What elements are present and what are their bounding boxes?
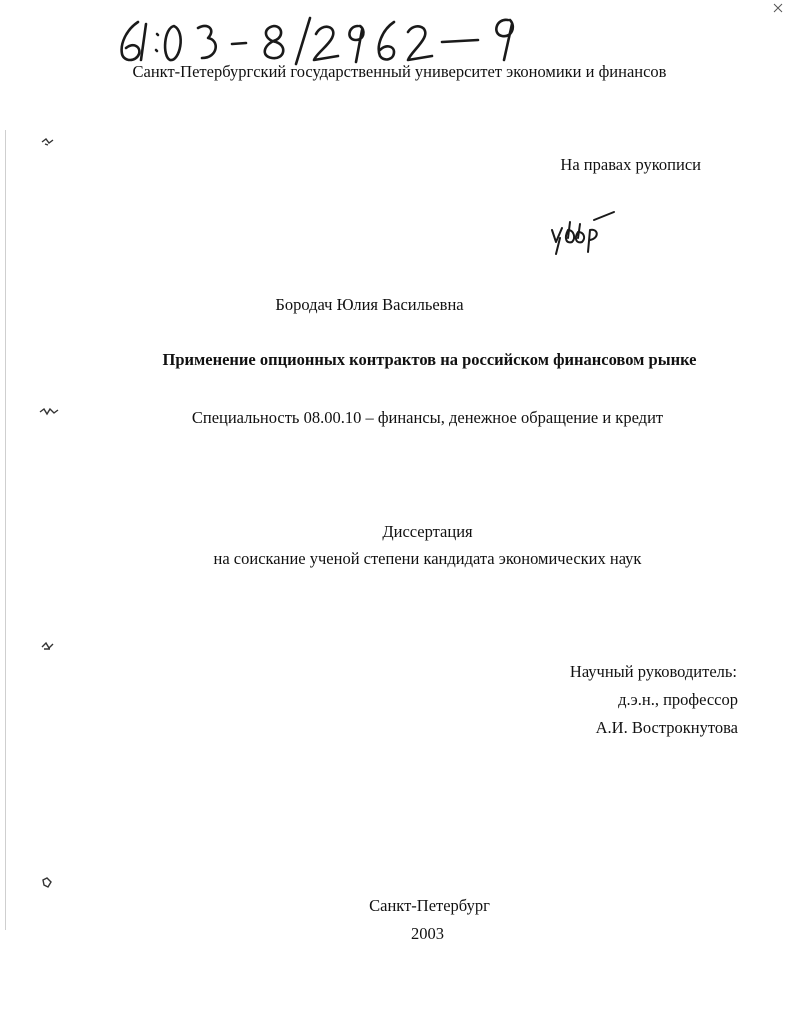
scan-edge-line (5, 130, 6, 930)
hole-punch-mark (40, 640, 56, 652)
dissertation-title: Применение опционных контрактов на российском финансовом рынке (162, 350, 697, 369)
specialty-line: Специальность 08.00.10 – финансы, денежное обращение и кредит (191, 408, 664, 427)
supervisor-label: Научный руководитель: (569, 662, 737, 681)
city: Санкт-Петербург (369, 896, 490, 915)
supervisor-degree: д.э.н., профессор (618, 690, 738, 709)
corner-mark (772, 2, 784, 14)
supervisor-name: А.И. Вострокнутова (595, 718, 738, 737)
hole-punch-mark (40, 136, 56, 148)
hole-punch-mark (40, 876, 56, 890)
year: 2003 (411, 924, 444, 943)
university-name: Санкт-Петербургский государственный университет экономики и финансов (132, 62, 667, 81)
work-type: Диссертация (382, 522, 473, 541)
degree-line: на соискание ученой степени кандидата экономических наук (213, 549, 642, 568)
author-name: Бородач Юлия Васильевна (275, 295, 464, 314)
handwritten-archive-number (112, 10, 522, 68)
manuscript-rights-note: На правах рукописи (560, 155, 701, 174)
handwritten-signature (548, 208, 618, 260)
